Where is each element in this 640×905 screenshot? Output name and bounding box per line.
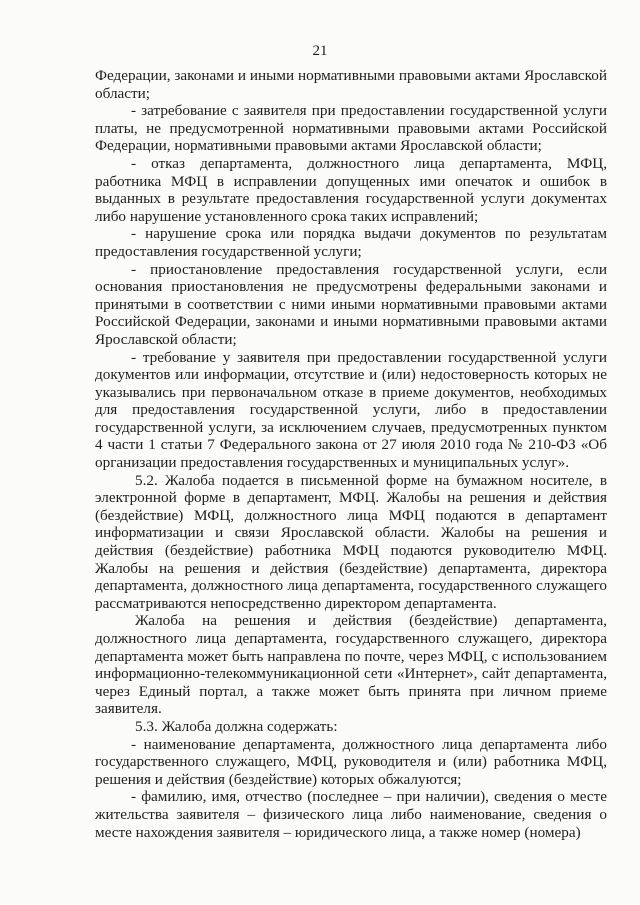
paragraph: Жалоба на решения и действия (бездействие) департамента, должностного лица департамента, государственного служащего, директора департамента может быть направлена по почте, через МФЦ, с использованием информационно-телекоммуникационной сети «Интернет», сайт департамента, через Единый портал, а также может быть принята при личном приеме заявителя.: [95, 612, 607, 718]
paragraph: Федерации, законами и иными нормативными правовыми актами Ярославской области;: [95, 67, 607, 102]
paragraph: 5.2. Жалоба подается в письменной форме на бумажном носителе, в электронной форме в департамент, МФЦ. Жалобы на решения и действия (бездействие) МФЦ, должностного лица МФЦ подаются в департамент информатизации и связи Ярославской области. Жалобы на решения и действия (бездействие) работника МФЦ подаются руководителю МФЦ. Жалобы на решения и действия (бездействие) департамента, директора департамента, должностного лица департамента, государственного служащего рассматриваются непосредственно директором департамента.: [95, 471, 607, 612]
list-item: - отказ департамента, должностного лица департамента, МФЦ, работника МФЦ в исправлении допущенных ими опечаток и ошибок в выданных в результате предоставления государственной услуги документах либо нарушение установленного срока таких исправлений;: [95, 154, 607, 225]
body-text: [95, 67, 607, 841]
section-heading: 5.3. Жалоба должна содержать:: [135, 717, 338, 735]
list-item: - требование у заявителя при предоставлении государственной услуги документов или информации, отсутствие и (или) недостоверность которых не указывались при первоначальном отказе в приеме документов, необходимых для предоставления государственной услуги, либо в предоставлении государственной услуги, за исключением случаев, предусмотренных пунктом 4 части 1 статьи 7 Федерального закона от 27 июля 2010 года № 210-ФЗ «Об организации предоставления государственных и муниципальных услуг».: [95, 348, 607, 472]
list-item: - нарушение срока или порядка выдачи документов по результатам предоставления государственной услуги;: [95, 225, 607, 260]
page-number: 21: [312, 43, 328, 59]
list-item: - фамилию, имя, отчество (последнее – при наличии), сведения о месте жительства заявителя – физического лица либо наименование, сведения о месте нахождения заявителя – юридического лица, а также номер (номера): [95, 788, 607, 841]
list-item: - наименование департамента, должностного лица департамента либо государственного служащего, МФЦ, руководителя и (или) работника МФЦ, решения и действия (бездействие) которых обжалуются;: [95, 735, 607, 788]
list-item: - затребование с заявителя при предоставлении государственной услуги платы, не предусмотренной нормативными правовыми актами Российской Федерации, нормативными правовыми актами Ярославской области;: [95, 102, 607, 155]
list-item: - приостановление предоставления государственной услуги, если основания приостановления не предусмотрены федеральными законами и принятыми в соответствии с ними иными нормативными правовыми актами Российской Федерации, законами и иными нормативными правовыми актами Ярославской области;: [95, 260, 607, 348]
